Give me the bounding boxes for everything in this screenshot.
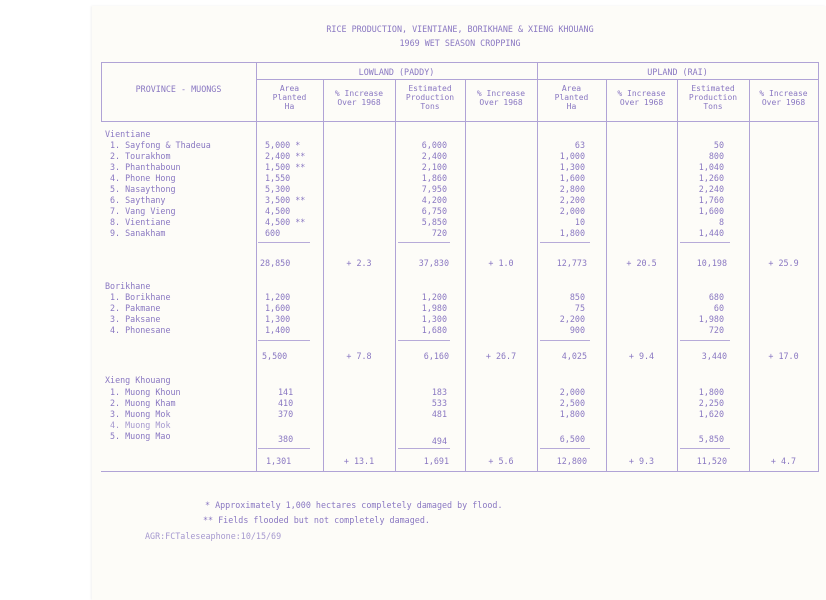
lowland-area: 380: [278, 434, 294, 444]
header-upland-increase-2: % Increase Over 1968: [759, 89, 808, 107]
lowland-production: 5,850: [421, 217, 447, 227]
total-upland-increase: + 9.3: [628, 456, 655, 466]
header-upland-estimated: Estimated Production Tons: [688, 84, 738, 111]
lowland-production: 1,200: [421, 292, 447, 302]
total-lowland-production: 37,830: [418, 258, 449, 268]
total-lowland-increase-2: + 5.6: [488, 456, 514, 466]
row-name: 3. Phanthaboun: [110, 162, 181, 172]
upland-area: 2,200: [559, 314, 585, 324]
total-lowland-increase-2: + 1.0: [488, 258, 514, 268]
col-divider-6: [606, 79, 607, 472]
upland-production: 60: [713, 303, 724, 313]
row-name: 4. Phone Hong: [110, 173, 176, 183]
upland-production: 720: [708, 325, 724, 335]
total-upland-area: 4,025: [561, 351, 587, 361]
upland-area: 1,000: [559, 151, 585, 161]
row-name: 4. Phonesane: [110, 325, 171, 335]
document-reference: AGR:FCTaleseaphone:10/15/69: [145, 531, 282, 541]
row-name: 2. Pakmane: [110, 303, 161, 313]
col-divider-2: [323, 79, 324, 472]
group-name-xieng-khouang: Xieng Khouang: [105, 375, 171, 385]
lowland-production: 7,950: [421, 184, 447, 194]
upland-area: 63: [574, 140, 585, 150]
total-lowland-increase: + 2.3: [346, 258, 372, 268]
upland-area: 2,000: [559, 206, 585, 216]
lowland-area: 4,500 **: [265, 217, 306, 227]
row-name: 2. Muong Kham: [110, 398, 176, 408]
upland-area: 2,200: [559, 195, 585, 205]
total-lowland-area: 28,850: [260, 258, 291, 268]
col-divider-1: [256, 62, 257, 472]
upland-area: 900: [569, 325, 585, 335]
header-increase: % Increase Over 1968: [334, 89, 384, 107]
upland-production: 1,800: [698, 387, 724, 397]
lowland-production: 481: [431, 409, 447, 419]
total-upland-production: 11,520: [696, 456, 727, 466]
footnote-double-star: ** Fields flooded but not completely damaged.: [203, 515, 430, 525]
lowland-area: 1,300: [265, 314, 291, 324]
row-name: 1. Borikhane: [110, 292, 171, 302]
total-lowland-area: 5,500: [262, 351, 288, 361]
lowland-area: 1,200: [265, 292, 291, 302]
subtotal-rule: [398, 242, 450, 243]
total-lowland-production: 1,691: [423, 456, 449, 466]
upland-area: 1,600: [559, 173, 585, 183]
group-name-vientiane: Vientiane: [105, 129, 151, 139]
subtotal-rule: [680, 340, 730, 341]
row-name: 4. Muong Mok: [110, 420, 171, 430]
lowland-production: 183: [431, 387, 447, 397]
subtotal-rule: [398, 340, 450, 341]
subtotal-rule: [540, 242, 590, 243]
upland-production: 1,040: [698, 162, 724, 172]
upland-area: 75: [574, 303, 585, 313]
total-upland-production: 3,440: [701, 351, 727, 361]
lowland-area: 410: [278, 398, 294, 408]
upland-area: 1,800: [559, 409, 585, 419]
upland-area: 10: [574, 217, 585, 227]
row-name: 1. Sayfong & Thadeua: [110, 140, 211, 150]
header-upland-increase: % Increase Over 1968: [617, 89, 666, 107]
total-upland-area: 12,773: [556, 258, 587, 268]
upland-production: 50: [713, 140, 724, 150]
subtotal-rule: [398, 448, 450, 449]
row-name: 5. Nasaythong: [110, 184, 176, 194]
lowland-production: 720: [431, 228, 447, 238]
lowland-production: 1,300: [421, 314, 447, 324]
lowland-area: 1,500 **: [265, 162, 306, 172]
total-upland-increase-2: + 17.0: [768, 351, 799, 361]
lowland-production: 6,000: [421, 140, 447, 150]
lowland-area: 2,400 **: [265, 151, 306, 161]
lowland-production: 6,750: [421, 206, 447, 216]
upland-production: 1,260: [698, 173, 724, 183]
row-name: 9. Sanakham: [110, 228, 166, 238]
upland-production: 1,760: [698, 195, 724, 205]
document-subtitle: 1969 WET SEASON CROPPING: [399, 38, 521, 48]
upland-production: 1,440: [698, 228, 724, 238]
header-bottom-border: [101, 121, 819, 122]
header-upland: UPLAND (RAI): [647, 67, 708, 77]
header-upland-area: Area Planted Ha: [554, 84, 589, 111]
lowland-area: 3,500 **: [265, 195, 306, 205]
col-divider-4: [465, 79, 466, 472]
lowland-area: 141: [278, 387, 294, 397]
row-name: 1. Muong Khoun: [110, 387, 181, 397]
total-upland-area: 12,800: [556, 456, 587, 466]
total-lowland-area: 1,301: [266, 456, 292, 466]
row-name: 3. Paksane: [110, 314, 161, 324]
document-title: RICE PRODUCTION, VIENTIANE, BORIKHANE & XIENG KHOUANG: [326, 24, 594, 34]
subtotal-rule: [680, 448, 730, 449]
subtotal-rule: [540, 448, 590, 449]
total-upland-production: 10,198: [696, 258, 727, 268]
subtotal-rule: [258, 340, 310, 341]
subtotal-rule: [540, 340, 590, 341]
upland-area: 1,800: [559, 228, 585, 238]
table-right-border: [818, 62, 819, 472]
row-name: 3. Muong Mok: [110, 409, 171, 419]
upland-production: 800: [708, 151, 724, 161]
total-lowland-production: 6,160: [423, 351, 449, 361]
group-name-borikhane: Borikhane: [105, 281, 151, 291]
lowland-area: 370: [278, 409, 294, 419]
upland-production: 8: [718, 217, 724, 227]
header-area-planted: Area Planted Ha: [272, 84, 307, 111]
lowland-area: 600: [265, 228, 281, 238]
lowland-area: 5,300: [265, 184, 291, 194]
lowland-production: 1,860: [421, 173, 447, 183]
upland-production: 1,980: [698, 314, 724, 324]
lowland-area: 4,500: [265, 206, 291, 216]
total-upland-increase: + 20.5: [626, 258, 657, 268]
total-lowland-increase-2: + 26.7: [485, 351, 517, 361]
upland-production: 1,600: [698, 206, 724, 216]
table-bottom-border: [101, 471, 819, 472]
lowland-production: 2,100: [421, 162, 447, 172]
footnote-star: * Approximately 1,000 hectares completely damaged by flood.: [205, 500, 503, 510]
upland-production: 1,620: [698, 409, 724, 419]
lowland-production: 494: [431, 436, 447, 446]
lowland-production: 1,680: [421, 325, 447, 335]
total-upland-increase-2: + 4.7: [770, 456, 797, 466]
lowland-production: 4,200: [421, 195, 447, 205]
row-name: 6. Saythany: [110, 195, 166, 205]
upland-area: 2,500: [559, 398, 585, 408]
header-lowland: LOWLAND (PADDY): [358, 67, 435, 77]
lowland-area: 5,000 *: [265, 140, 301, 150]
upland-production: 2,240: [698, 184, 724, 194]
row-name: 8. Vientiane: [110, 217, 171, 227]
lowland-production: 2,400: [421, 151, 447, 161]
upland-area: 6,500: [559, 434, 585, 444]
total-lowland-increase: + 7.8: [346, 351, 372, 361]
subtotal-rule: [680, 242, 730, 243]
col-divider-8: [749, 79, 750, 472]
total-upland-increase: + 9.4: [628, 351, 655, 361]
header-estimated-production: Estimated Production Tons: [405, 84, 455, 111]
row-name: 2. Tourakhom: [110, 151, 171, 161]
upland-production: 680: [708, 292, 724, 302]
upland-area: 2,800: [559, 184, 585, 194]
row-name: 5. Muong Mao: [110, 431, 171, 441]
lowland-production: 533: [431, 398, 447, 408]
lowland-area: 1,550: [265, 173, 291, 183]
subtotal-rule: [258, 242, 310, 243]
row-name: 7. Vang Vieng: [110, 206, 176, 216]
lowland-area: 1,600: [265, 303, 291, 313]
header-province: PROVINCE - MUONGS: [135, 84, 222, 94]
lowland-area: 1,400: [265, 325, 291, 335]
subtotal-rule: [258, 448, 310, 449]
table-top-border: [101, 62, 819, 63]
upland-area: 2,000: [559, 387, 585, 397]
total-lowland-increase: + 13.1: [343, 456, 375, 466]
upland-production: 5,850: [698, 434, 724, 444]
upland-area: 1,300: [559, 162, 585, 172]
upland-production: 2,250: [698, 398, 724, 408]
total-upland-increase-2: + 25.9: [768, 258, 799, 268]
lowland-production: 1,980: [421, 303, 447, 313]
header-increase-2: % Increase Over 1968: [476, 89, 526, 107]
upland-area: 850: [569, 292, 585, 302]
